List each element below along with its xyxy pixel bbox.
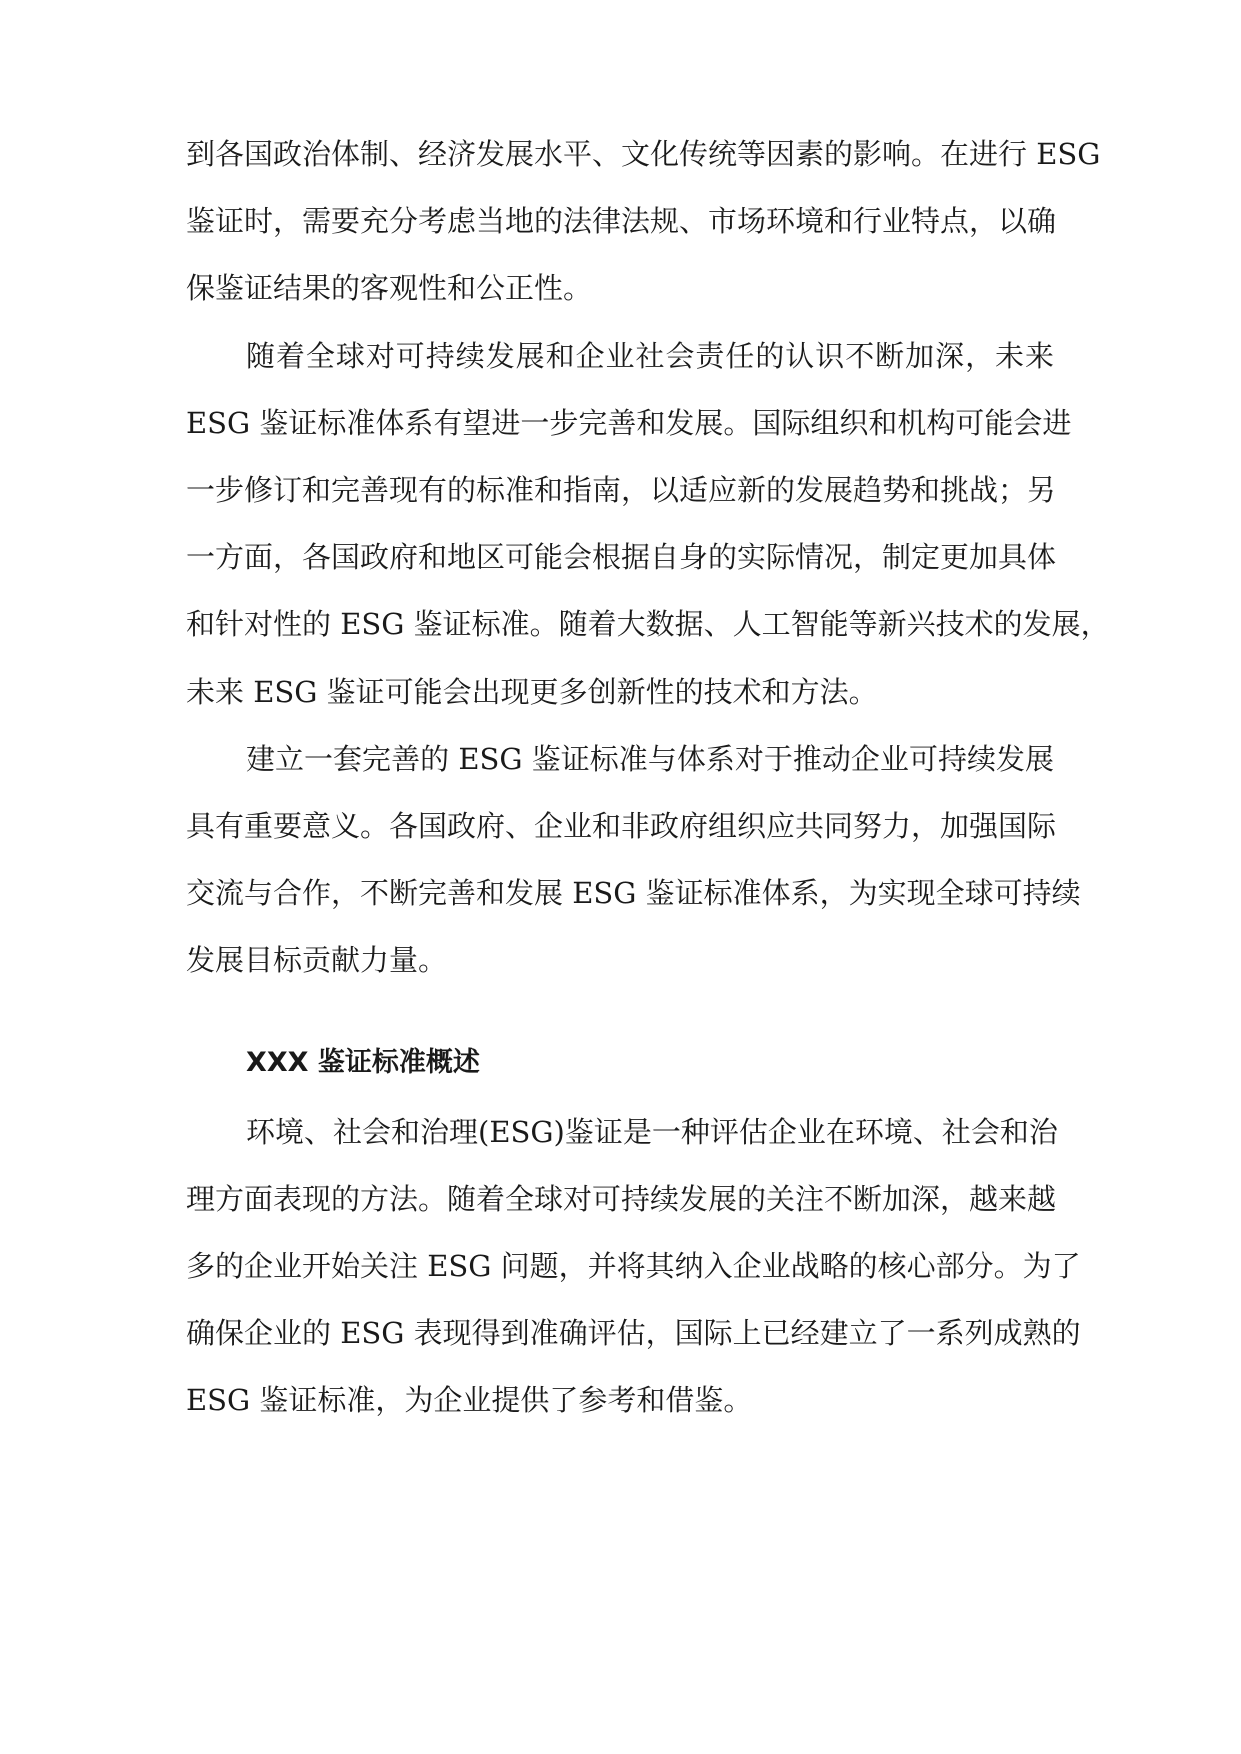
section-heading: XXX 鉴证标准概述 — [246, 1047, 480, 1078]
paragraph-2-line-4: 一方面，各国政府和地区可能会根据自身的实际情况，制定更加具体 — [186, 540, 1057, 574]
paragraph-1-line-1: 到各国政治体制、经济发展水平、文化传统等因素的影响。在进行 ESG — [186, 137, 1101, 171]
paragraph-2-line-2: ESG 鉴证标准体系有望进一步完善和发展。国际组织和机构可能会进 — [186, 406, 1072, 440]
section-paragraph-line-2: 理方面表现的方法。随着全球对可持续发展的关注不断加深，越来越 — [186, 1182, 1057, 1216]
paragraph-2-line-5: 和针对性的 ESG 鉴证标准。随着大数据、人工智能等新兴技术的发展， — [186, 607, 1110, 641]
paragraph-3-line-3: 交流与合作，不断完善和发展 ESG 鉴证标准体系，为实现全球可持续 — [186, 876, 1081, 910]
section-paragraph-line-1: 环境、社会和治理(ESG)鉴证是一种评估企业在环境、社会和治 — [246, 1115, 1058, 1149]
paragraph-3-line-4: 发展目标贡献力量。 — [186, 943, 448, 977]
paragraph-1-line-2: 鉴证时，需要充分考虑当地的法律法规、市场环境和行业特点，以确 — [186, 204, 1057, 238]
paragraph-3-line-1: 建立一套完善的 ESG 鉴证标准与体系对于推动企业可持续发展 — [246, 742, 1054, 776]
section-paragraph-line-3: 多的企业开始关注 ESG 问题，并将其纳入企业战略的核心部分。为了 — [186, 1249, 1081, 1283]
section-paragraph-line-5: ESG 鉴证标准，为企业提供了参考和借鉴。 — [186, 1383, 753, 1417]
paragraph-3-line-2: 具有重要意义。各国政府、企业和非政府组织应共同努力，加强国际 — [186, 809, 1057, 843]
paragraph-2-line-6: 未来 ESG 鉴证可能会出现更多创新性的技术和方法。 — [186, 675, 878, 709]
paragraph-2-line-1: 随着全球对可持续发展和企业社会责任的认识不断加深，未来 — [246, 339, 1054, 373]
paragraph-1-line-3: 保鉴证结果的客观性和公正性。 — [186, 271, 593, 305]
section-paragraph-line-4: 确保企业的 ESG 表现得到准确评估，国际上已经建立了一系列成熟的 — [186, 1316, 1081, 1350]
paragraph-2-line-3: 一步修订和完善现有的标准和指南，以适应新的发展趋势和挑战；另 — [186, 473, 1057, 507]
